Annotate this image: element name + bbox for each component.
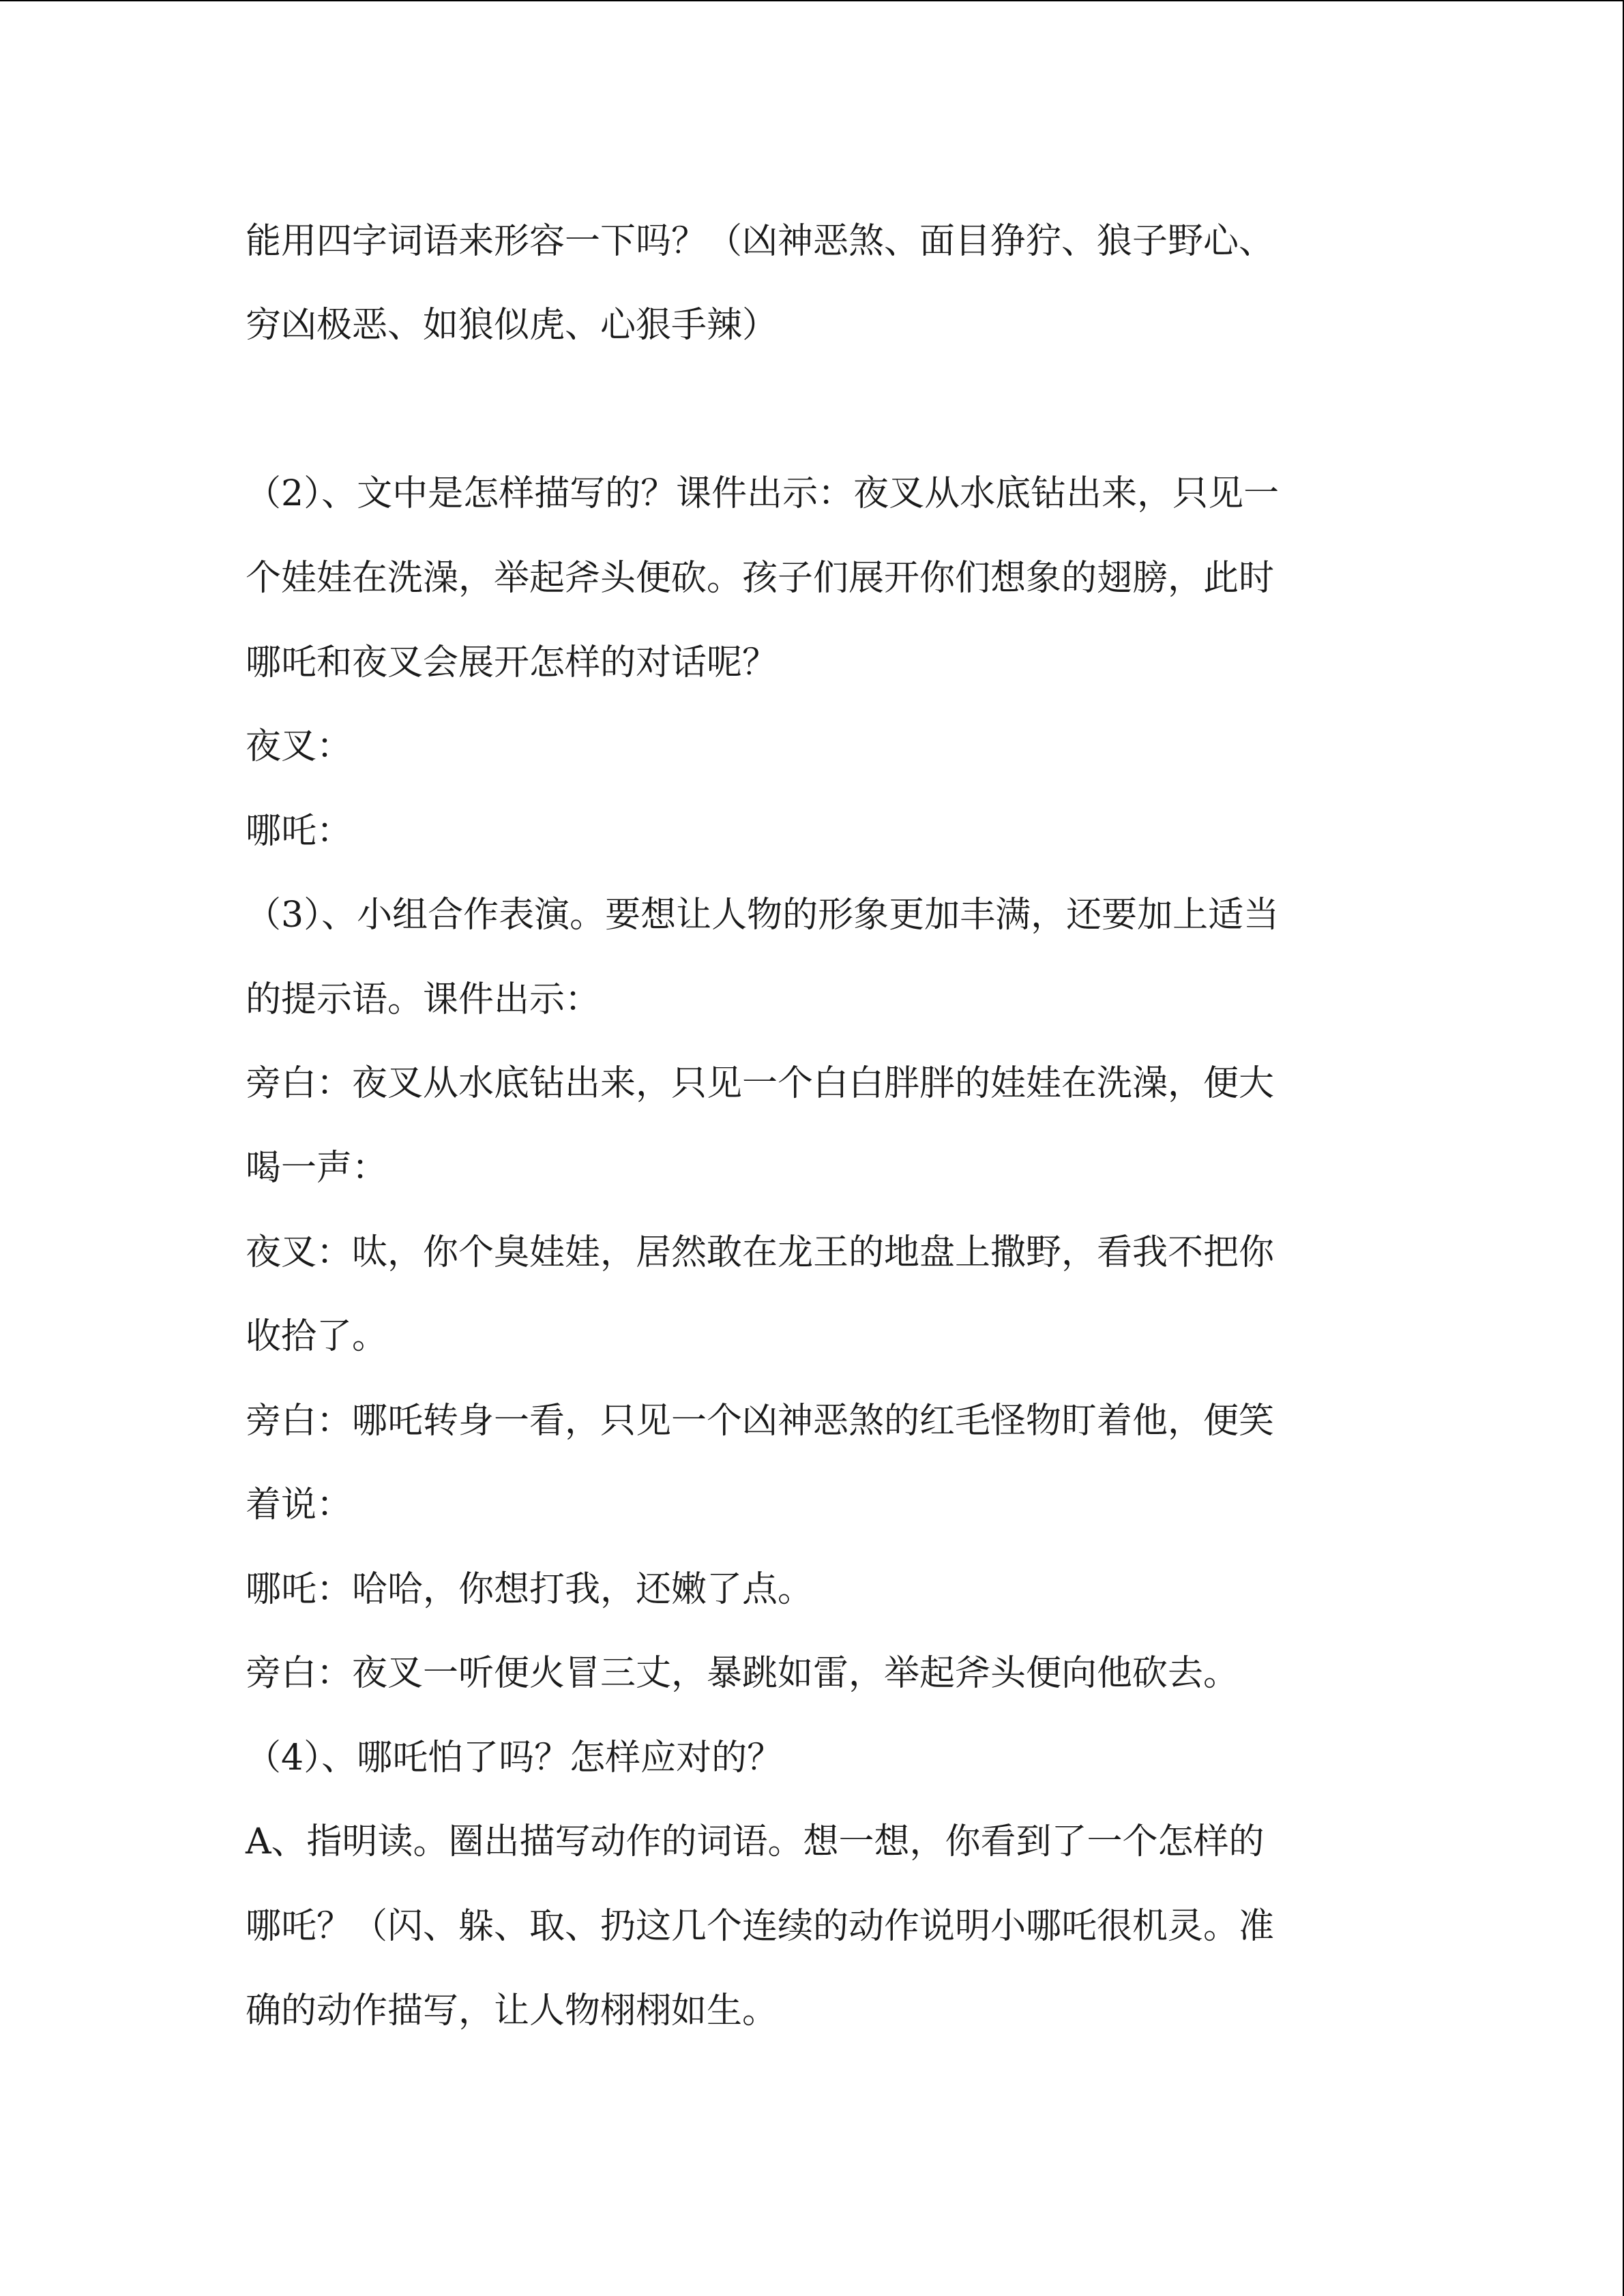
text-line: 能用四字词语来形容一下吗？（凶神恶煞、面目狰狞、狼子野心、 <box>246 221 1275 262</box>
text-line: A、指明读。圈出描写动作的词语。想一想，你看到了一个怎样的 <box>246 1821 1265 1862</box>
text-line: 哪吒： <box>246 811 353 852</box>
text-line: 哪吒？（闪、躲、取、扔这几个连续的动作说明小哪吒很机灵。准 <box>246 1906 1275 1947</box>
text-line: 喝一声： <box>246 1148 388 1189</box>
text-line: 确的动作描写，让人物栩栩如生。 <box>246 1991 778 2031</box>
text-line: 哪吒：哈哈，你想打我，还嫩了点。 <box>246 1569 814 1610</box>
text-line: （2）、文中是怎样描写的？课件出示：夜叉从水底钻出来，只见一 <box>246 473 1280 514</box>
text-line: 着说： <box>246 1485 353 1525</box>
text-line: 穷凶极恶、如狼似虎、心狠手辣） <box>246 305 778 346</box>
text-line: 收拾了。 <box>246 1316 388 1357</box>
text-line: （4）、哪吒怕了吗？怎样应对的？ <box>246 1738 783 1778</box>
text-line: （3）、小组合作表演。要想让人物的形象更加丰满，还要加上适当 <box>246 895 1280 936</box>
text-line: 哪吒和夜叉会展开怎样的对话呢？ <box>246 642 778 683</box>
text-line: 旁白：夜叉从水底钻出来，只见一个白白胖胖的娃娃在洗澡，便大 <box>246 1063 1275 1104</box>
text-line: 夜叉： <box>246 726 353 767</box>
text-line: 的提示语。课件出示： <box>246 979 601 1020</box>
text-line: 夜叉：呔，你个臭娃娃，居然敢在龙王的地盘上撒野，看我不把你 <box>246 1232 1275 1273</box>
text-line: 旁白：哪吒转身一看，只见一个凶神恶煞的红毛怪物盯着他，便笑 <box>246 1401 1275 1442</box>
text-line: 旁白：夜叉一听便火冒三丈，暴跳如雷，举起斧头便向他砍去。 <box>246 1653 1239 1694</box>
text-line: 个娃娃在洗澡，举起斧头便砍。孩子们展开你们想象的翅膀，此时 <box>246 558 1275 599</box>
